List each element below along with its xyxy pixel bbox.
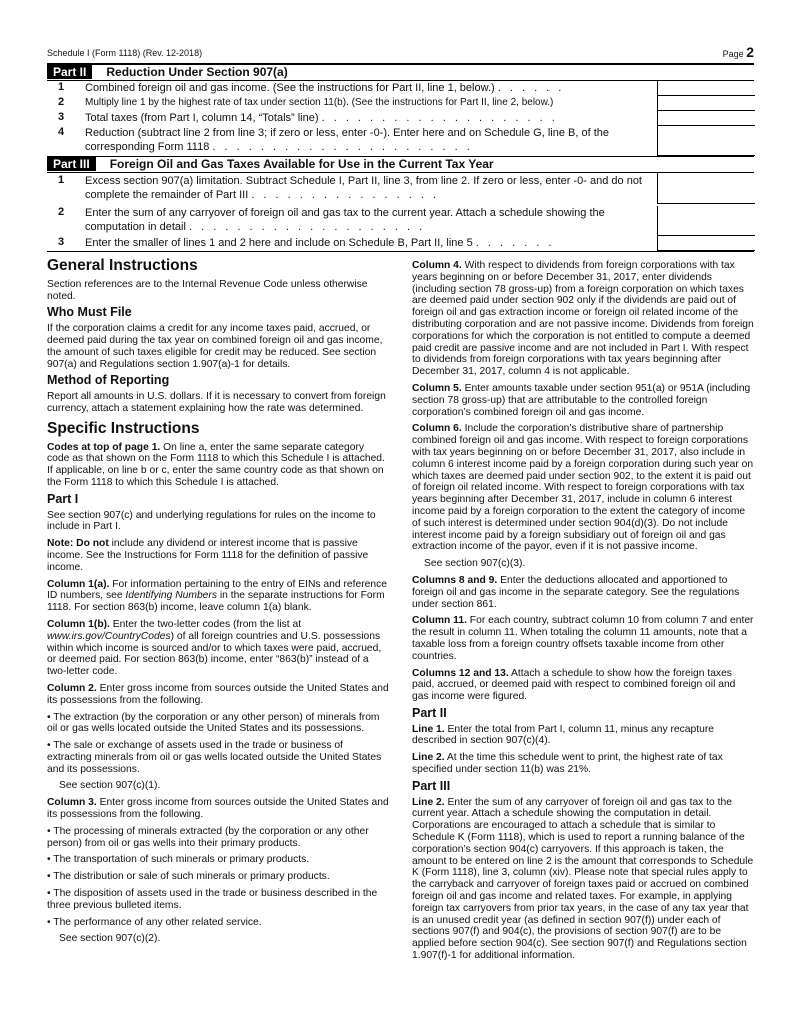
general-instructions-heading: General Instructions bbox=[47, 257, 198, 274]
part2-line-3: 3 Total taxes (from Part I, column 14, “Totals” line) . . . . . . . . . . . . . . . . . . . . bbox=[47, 111, 754, 126]
part2-tag: Part II bbox=[47, 65, 92, 79]
column-2-see: See section 907(c)(1). bbox=[59, 780, 161, 792]
method-of-reporting-text: Report all amounts in U.S. dollars. If it is necessary to convert from foreign currency, attach a statement explaining how the rate was determined. bbox=[47, 391, 386, 414]
part2-line-4-field[interactable] bbox=[657, 126, 755, 156]
column-3-bullet-5: • The performance of any other related service. bbox=[47, 916, 262, 928]
right-column bbox=[412, 260, 754, 967]
part2-line-2: 2 Multiply line 1 by the highest rate of tax under section 11(b). (See the instructions for Part II, line 2, below.) bbox=[47, 96, 754, 111]
part2-title: Reduction Under Section 907(a) bbox=[106, 65, 288, 79]
part2-header bbox=[47, 65, 754, 79]
part3-line-2: 2 Enter the sum of any carryover of foreign oil and gas tax to the current year. Attach a schedule showing the computation in detail . . . . . . . . . . . . . . . . . . . . bbox=[47, 206, 754, 236]
form-id: Schedule I (Form 1118) (Rev. 12-2018) bbox=[47, 48, 203, 58]
part2-line-1: 1 Combined foreign oil and gas income. (See the instructions for Part II, line 1, below.) . . . . . . bbox=[47, 81, 754, 96]
part2-line-4: 4 Reduction (subtract line 2 from line 3; if zero or less, enter -0-). Enter here and on Schedule G, line B, of the corresponding Form 1118 . . . . . . . . . . . . . . . . . . . . . . bbox=[47, 126, 754, 156]
part3-line-1: 1 Excess section 907(a) limitation. Subtract Schedule I, Part II, line 3, from line 2. If zero or less, enter -0- and do not complete the remainder of Part III . . . . . . . . . . . . . . . . bbox=[47, 174, 754, 205]
part3-instructions-heading: Part III bbox=[412, 778, 451, 793]
columns-12-13-paragraph: Columns 12 and 13. Attach a schedule to show how the foreign taxes paid, accrued, or deemed paid with respect to combined foreign oil and gas income were figured. bbox=[412, 667, 736, 703]
columns-8-9-paragraph: Columns 8 and 9. Enter the deductions allocated and apportioned to foreign oil and gas income in the separate category. See the regulations under section 861. bbox=[412, 574, 740, 610]
column-11-paragraph: Column 11. For each country, subtract column 10 from column 7 and enter the result in column 11. When totaling the column 11 amounts, note that a taxable loss from a foreign country offsets taxable income from other countries. bbox=[412, 615, 754, 662]
part3-line-3: 3 Enter the smaller of lines 1 and 2 here and include on Schedule B, Part II, line 5 . . . . . . . bbox=[47, 236, 754, 251]
part2-instructions-heading: Part II bbox=[412, 705, 447, 720]
part3-line2-instruction: Line 2. Enter the sum of any carryover of foreign oil and gas tax to the current year. Attach a schedule showing the computation in detail. Corporations are encouraged to attach a schedule that is similar to Schedule K (Form 1118), which is used to report a running balance of the corporation’s section 904(c) carryovers. If this approach is taken, the amount to be entered on line 2 is the amount that corresponds to Schedule K (Form 1118), line 3, column (xiv). Please note that special rules apply to the carryback and carryover of foreign taxes paid or accrued on combined foreign oil and gas income and related taxes. For example, in applying foreign tax carryovers from prior tax years, in the case of any tax year that is an unused credit year (as defined in section 907(f)) under each of sections 907(f) and 904(c), the provisions of section 907(f) are to be applied before section 904(c). See section 907(f) and Regulations section 1.907(f)-1 for additional information. bbox=[412, 796, 754, 962]
part3-line-2-field[interactable] bbox=[657, 206, 755, 236]
column-2-paragraph: Column 2. Enter gross income from sources outside the United States and its possessions from the following. bbox=[47, 682, 389, 706]
column-1b-paragraph: Column 1(b). Enter the two-letter codes (from the list at www.irs.gov/CountryCodes) of all foreign countries and U.S. possessions within which income is sourced and/or to which taxes were paid, accrued, or deemed paid. For section 863(b) income, enter “863(b)” instead of a two-letter code. bbox=[47, 618, 382, 678]
part3-line-3-field[interactable] bbox=[657, 236, 755, 251]
part2-line-2-field[interactable] bbox=[657, 96, 755, 111]
part2-line2-instruction: Line 2. At the time this schedule went to print, the highest rate of tax specified under section 11(b) was 21%. bbox=[412, 752, 723, 776]
who-must-file-heading: Who Must File bbox=[47, 305, 132, 320]
column-1a-paragraph: Column 1(a). For information pertaining to the entry of EINs and reference ID numbers, see Identifying Numbers in the separate instructions for Form 1118. For section 863(b) income, leave column 1(a) blank. bbox=[47, 578, 387, 614]
column-2-bullet-1: • The extraction (by the corporation or any other person) of minerals from oil or gas wells located outside the United States and its possessions. bbox=[47, 711, 380, 735]
column-3-bullet-4: • The disposition of assets used in the trade or business described in the three previous bulleted items. bbox=[47, 888, 378, 911]
column-6-paragraph: Column 6. Include the corporation’s distributive share of partnership combined foreign oil and gas income. With respect to foreign corporations with tax years beginning on or before December 31, 2017, also include in column 6 interest income paid by a foreign corporation during such year on which taxes are deemed paid under section 902, to the extent it is paid out of foreign oil related income. With respect to foreign corporations with tax years beginning after December 31, 2017, include in column 6 interest income paid by a foreign corporation to the extent the category of income of such interest is determined under section 904(d)(3). Do not include interest income paid by a foreign subsidiary out of foreign oil and gas extraction income of the payor, even if it is not passive income. bbox=[412, 423, 754, 553]
part1-heading: Part I bbox=[47, 491, 79, 506]
who-must-file-text: If the corporation claims a credit for any income taxes paid, accrued, or deemed paid during the tax year on combined foreign oil and gas income, the amount of such taxes eligible for credit may be reduced. See section 907(a) and Regulations section 1.907(a)-1 for details. bbox=[47, 323, 383, 370]
column-3-bullet-2: • The transportation of such minerals or primary products. bbox=[47, 854, 310, 866]
gi-paragraph: Section references are to the Internal Revenue Code unless otherwise noted. bbox=[47, 278, 368, 302]
part2-line-3-field[interactable] bbox=[657, 111, 755, 126]
column-3-see: See section 907(c)(2). bbox=[59, 933, 161, 945]
column-3-bullet-3: • The distribution or sale of such minerals or primary products. bbox=[47, 871, 330, 883]
part2-line-1-field[interactable] bbox=[657, 81, 755, 96]
part3-line-1-field[interactable] bbox=[657, 172, 755, 204]
column-6-see: See section 907(c)(3). bbox=[424, 558, 526, 570]
column-2-bullet-2: • The sale or exchange of assets used in the trade or business of extracting minerals from oil or gas wells located outside the United States and its possessions. bbox=[47, 740, 382, 775]
method-of-reporting-heading: Method of Reporting bbox=[47, 373, 170, 388]
specific-instructions-heading: Specific Instructions bbox=[47, 419, 200, 437]
part3-header bbox=[47, 157, 754, 171]
part2-line1-instruction: Line 1. Enter the total from Part I, column 11, minus any recapture described in section 907(c)(4). bbox=[412, 723, 714, 747]
page-header bbox=[47, 44, 754, 60]
part3-title: Foreign Oil and Gas Taxes Available for Use in the Current Tax Year bbox=[109, 157, 494, 171]
codes-paragraph: Codes at top of page 1. On line a, enter the same separate category code as that shown on the Form 1118 to which this Schedule I is attached. If applicable, on line b or c, enter the same country code as that shown on the Form 1118 to which this Schedule I is attached. bbox=[47, 441, 385, 488]
column-4-paragraph: Column 4. With respect to dividends from foreign corporations with tax years beginning on or before December 31, 2017, enter dividends (including section 78 gross-up) from a foreign corporation on which taxes are deemed paid under section 902 only if the dividends are paid out of foreign oil and gas extraction income or foreign oil related income of the distributing corporation and are not passive income. Dividends from foreign corporations for which the corporation is not entitled to compute a deemed paid credit are passive income and are not included in Part I. With respect to dividends from foreign corporations with tax years beginning after December 31, 2017, column 4 is not applicable. bbox=[412, 260, 754, 378]
note-paragraph: Note: Do not include any dividend or interest income that is passive income. See the Instructions for Form 1118 for the definition of passive income. bbox=[47, 538, 369, 573]
column-3-paragraph: Column 3. Enter gross income from sources outside the United States and its possessions from the following. bbox=[47, 797, 389, 821]
column-3-bullet-1: • The processing of minerals extracted (by the corporation or any other person) from oil or gas wells into their primary products. bbox=[47, 825, 369, 849]
column-5-paragraph: Column 5. Enter amounts taxable under section 951(a) or 951A (including section 78 gross-up) that are attributable to the controlled foreign corporation’s combined foreign oil and gas income. bbox=[412, 382, 751, 418]
page-number: Page 2 bbox=[722, 44, 754, 60]
part1-text: See section 907(c) and underlying regulations for rules on the income to include in Part I. bbox=[47, 509, 376, 533]
left-column bbox=[47, 257, 389, 950]
part3-tag: Part III bbox=[47, 157, 96, 171]
